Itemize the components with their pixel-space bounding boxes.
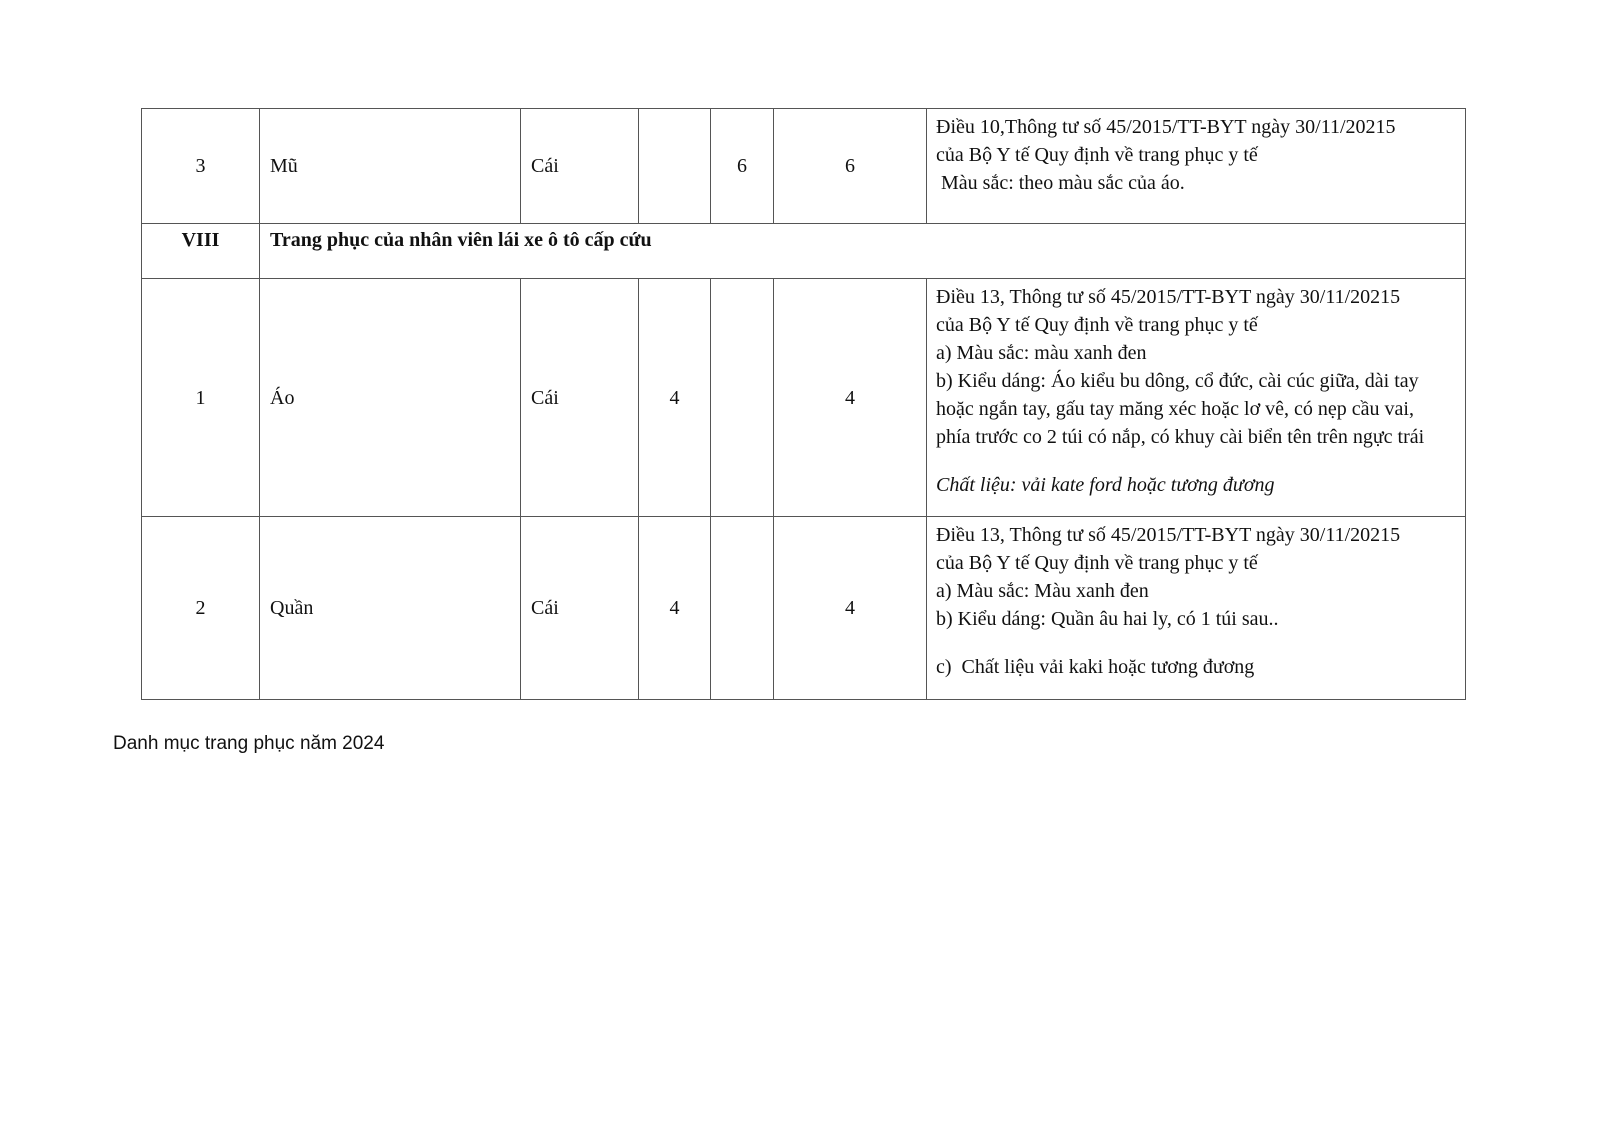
item-name: Quần <box>260 517 521 700</box>
item-notes <box>927 517 1466 700</box>
item-qty-b <box>711 517 774 700</box>
note-line: Màu sắc: theo màu sắc của áo. <box>936 172 1185 194</box>
item-unit: Cái <box>521 279 639 517</box>
item-qty-a <box>639 109 711 224</box>
material-line: Chất liệu: vải kate ford hoặc tương đương <box>936 474 1275 496</box>
item-notes <box>927 279 1466 517</box>
row-number: 1 <box>142 279 260 517</box>
note-line: phía trước co 2 túi có nắp, có khuy cài biển tên trên ngực trái <box>936 426 1425 448</box>
note-line: của Bộ Y tế Quy định về trang phục y tế <box>936 314 1258 336</box>
material-line: c) Chất liệu vải kaki hoặc tương đương <box>936 656 1255 678</box>
section-row <box>142 224 1466 279</box>
item-name: Mũ <box>260 109 521 224</box>
item-qty-a: 4 <box>639 279 711 517</box>
note-line: của Bộ Y tế Quy định về trang phục y tế <box>936 552 1258 574</box>
note-line: a) Màu sắc: màu xanh đen <box>936 342 1147 364</box>
row-number: 3 <box>142 109 260 224</box>
note-line: a) Màu sắc: Màu xanh đen <box>936 580 1149 602</box>
note-line: hoặc ngắn tay, gấu tay măng xéc hoặc lơ vê, có nẹp cầu vai, <box>936 398 1414 420</box>
note-spacer <box>936 633 1459 653</box>
table-row <box>142 279 1466 517</box>
section-title: Trang phục của nhân viên lái xe ô tô cấp cứu <box>260 224 1466 279</box>
clothing-table <box>141 108 1466 700</box>
item-qty-total: 6 <box>774 109 927 224</box>
item-qty-total: 4 <box>774 279 927 517</box>
document-caption: Danh mục trang phục năm 2024 <box>113 733 385 754</box>
note-spacer <box>936 451 1459 471</box>
row-number: 2 <box>142 517 260 700</box>
item-name: Áo <box>260 279 521 517</box>
note-line: Điều 13, Thông tư số 45/2015/TT-BYT ngày 30/11/20215 <box>936 524 1401 546</box>
note-line: Điều 13, Thông tư số 45/2015/TT-BYT ngày 30/11/20215 <box>936 286 1401 308</box>
item-notes <box>927 109 1466 224</box>
item-qty-b: 6 <box>711 109 774 224</box>
item-qty-b <box>711 279 774 517</box>
note-line: b) Kiểu dáng: Quần âu hai ly, có 1 túi sau.. <box>936 608 1279 630</box>
table-row <box>142 109 1466 224</box>
table-row <box>142 517 1466 700</box>
note-line: b) Kiểu dáng: Áo kiểu bu dông, cổ đức, cài cúc giữa, dài tay <box>936 370 1419 392</box>
item-unit: Cái <box>521 517 639 700</box>
item-unit: Cái <box>521 109 639 224</box>
note-line: Điều 10,Thông tư số 45/2015/TT-BYT ngày 30/11/20215 <box>936 116 1396 138</box>
item-qty-total: 4 <box>774 517 927 700</box>
section-number: VIII <box>142 224 260 279</box>
item-qty-a: 4 <box>639 517 711 700</box>
note-line: của Bộ Y tế Quy định về trang phục y tế <box>936 144 1258 166</box>
